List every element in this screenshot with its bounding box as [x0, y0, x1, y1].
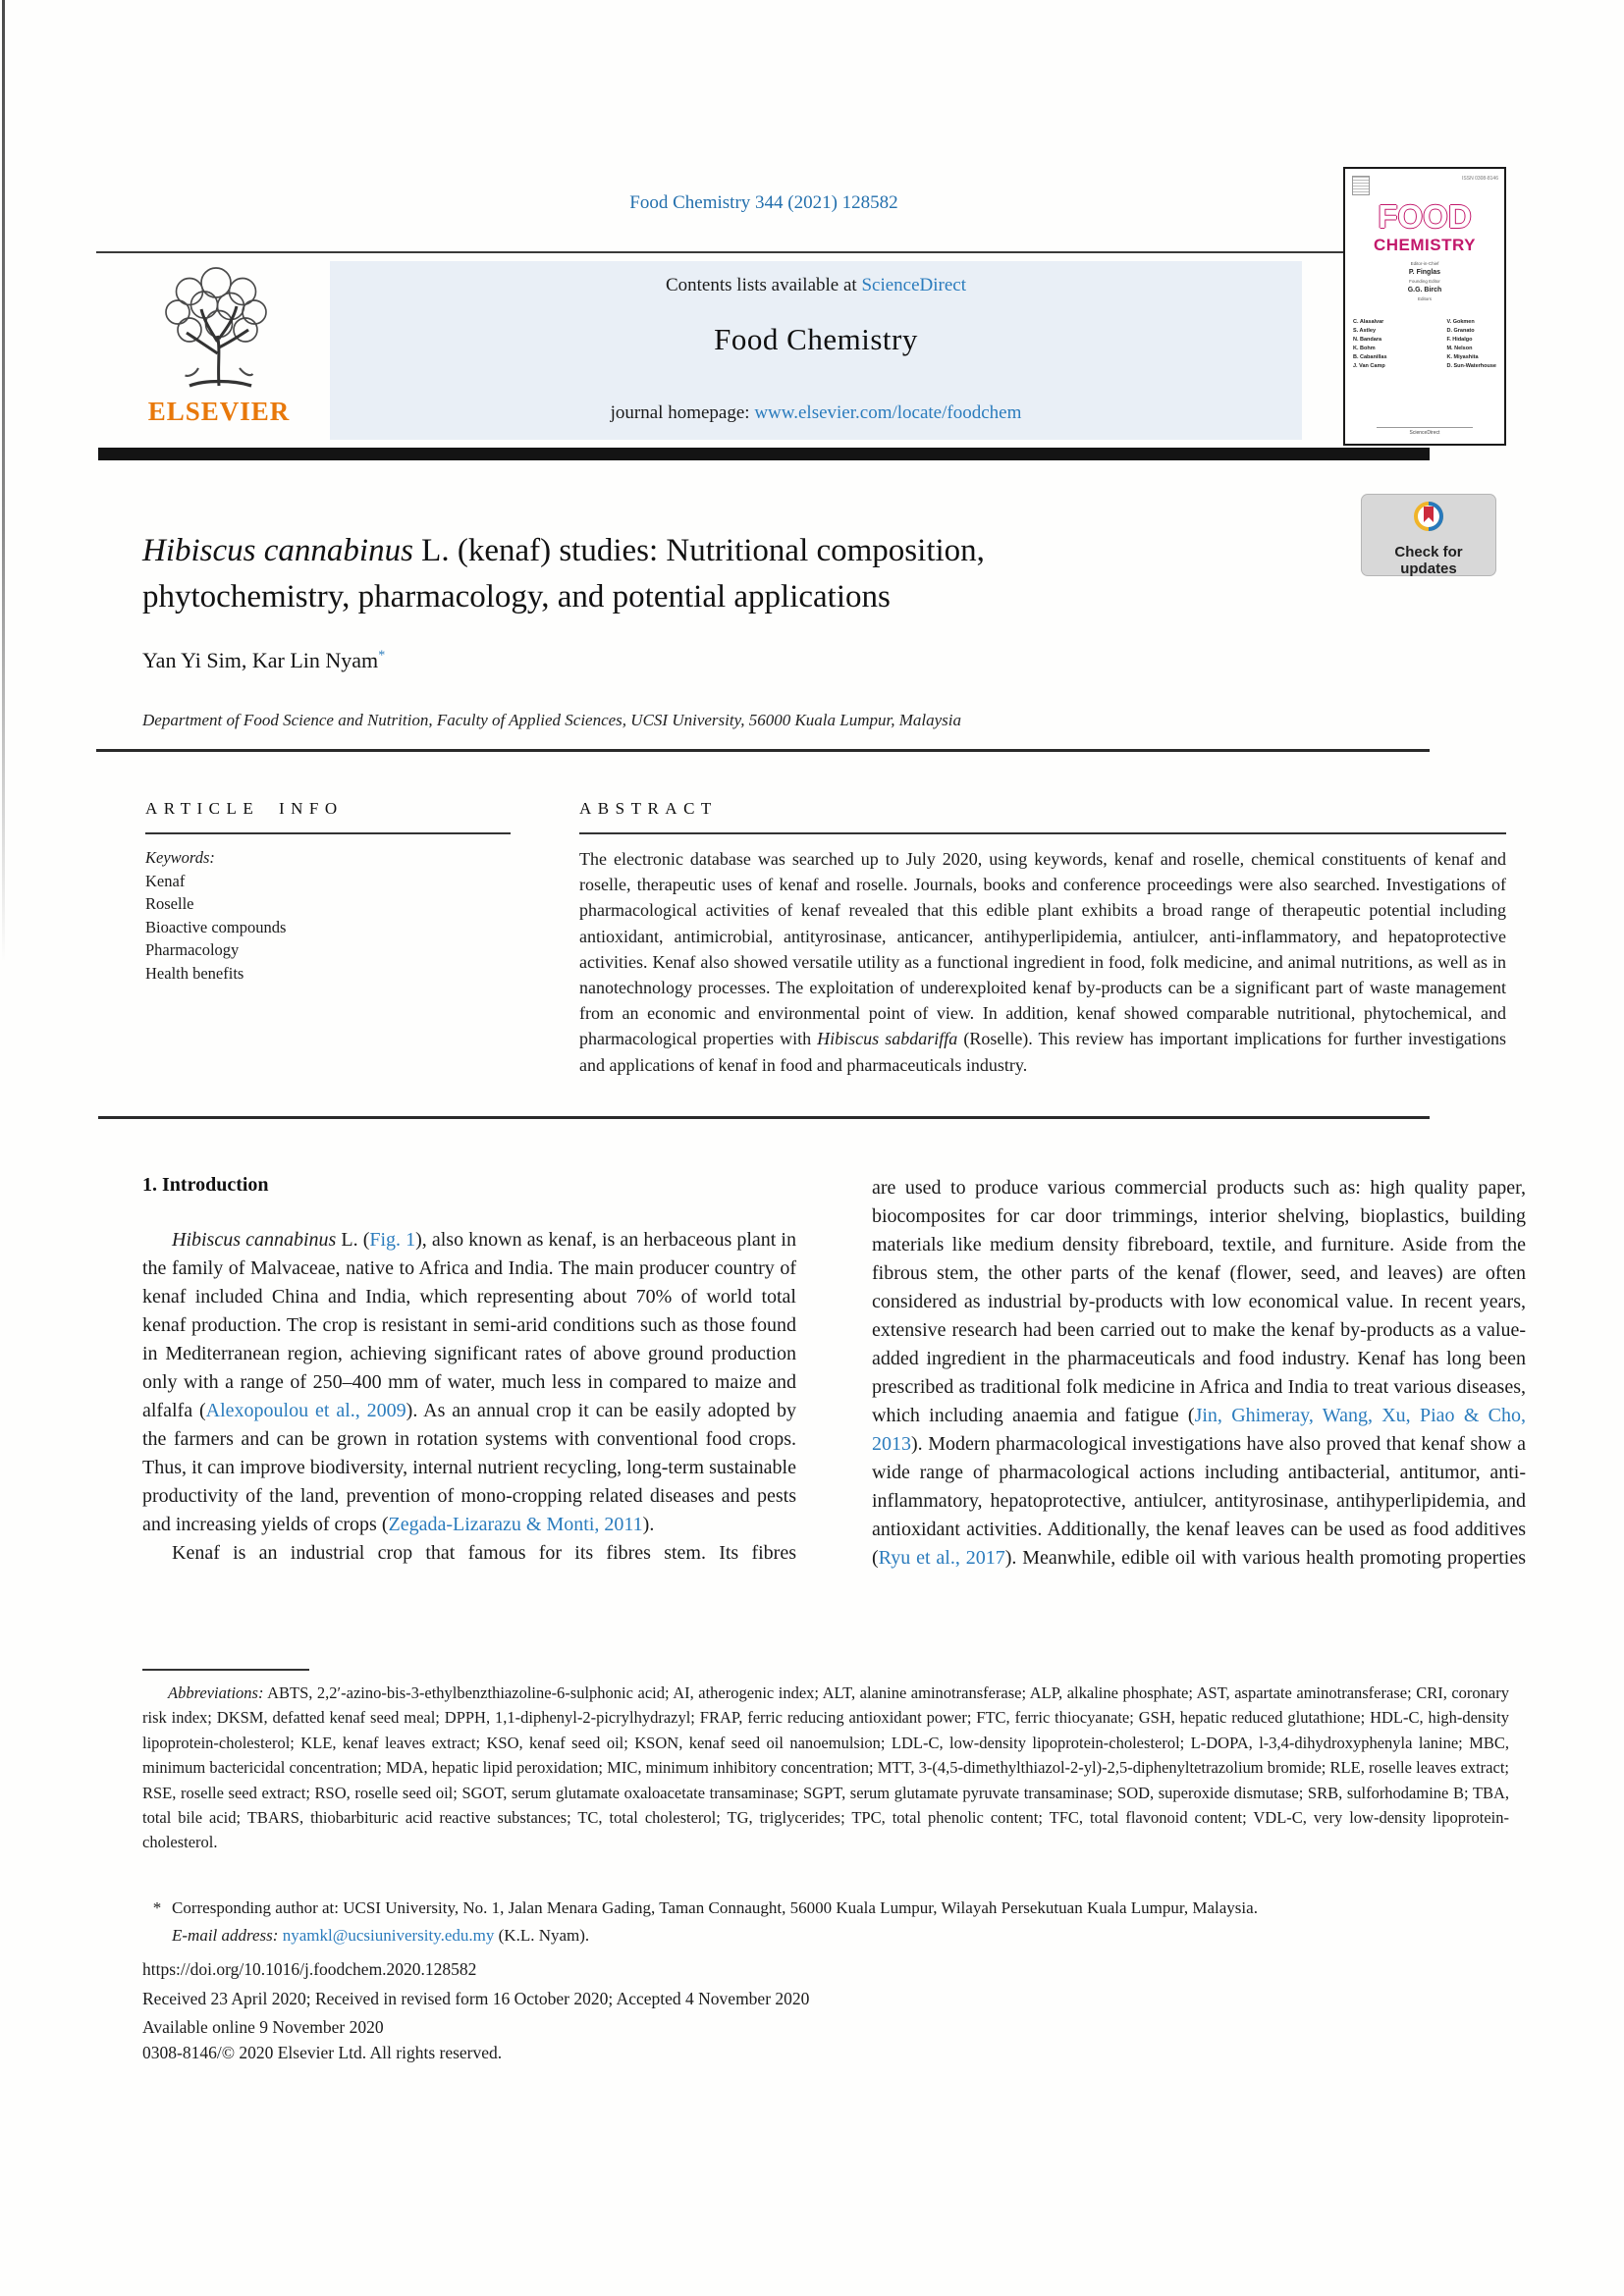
available-online-line: Available online 9 November 2020: [142, 2017, 384, 2037]
affiliation: Department of Food Science and Nutrition, Faculty of Applied Sciences, UCSI University, 56000 Kuala Lumpur, Malaysia: [142, 711, 961, 729]
header-divider-bar: [98, 448, 1430, 460]
article-info-heading: ARTICLE INFO: [145, 799, 344, 818]
keyword-item: Roselle: [145, 894, 194, 913]
email-footnote: [172, 1926, 589, 1946]
elsevier-logo[interactable]: [110, 265, 328, 442]
abstract-text: [579, 846, 1506, 1078]
sciencedirect-link[interactable]: ScienceDirect: [861, 275, 967, 295]
body-text: ). As an annual crop it can be easily adopted by the farmers and can be grown in rotation systems with conventional food crops. Thus, it can improve biodiversity, internal nutrient recycling, long-term sustainable productivity of the land, prevention of mono-cropping related diseases and pests and increasing yields of crops (: [142, 1400, 796, 1535]
cover-title-food: FOOD: [1378, 198, 1472, 235]
contents-lists-text: Contents lists available at: [665, 275, 862, 295]
keywords-block: [145, 846, 286, 985]
abstract-heading: ABSTRACT: [579, 799, 718, 818]
footnote-asterisk: *: [152, 1898, 162, 1917]
cover-editor-name: D. Granato: [1446, 328, 1475, 334]
body-text: L. (: [336, 1229, 370, 1251]
species-name-italic: Hibiscus cannabinus: [172, 1229, 337, 1251]
cover-publisher-mark-icon: [1352, 176, 1370, 195]
cover-editor-columns: [1353, 318, 1496, 371]
title-line2: phytochemistry, pharmacology, and potential applications: [142, 579, 891, 614]
body-text: ), also known as kenaf, is an herbaceous plant in the family of Malvaceae, native to Africa and India. The main producer country of kenaf included China and India, which representing about 70% of world total kenaf production. The crop is resistant in semi-arid conditions such as those found in Mediterranean region, achieving significant rates of above ground production only with a range of 250–400 mm of water, much less in compared to maize and alfalfa (: [142, 1229, 796, 1421]
corresponding-author-text: Corresponding author at: UCSI University, No. 1, Jalan Menara Gading, Taman Connaught, 56000 Kuala Lumpur, Wilayah Persekutuan Kuala Lumpur, Malaysia.: [172, 1898, 1258, 1917]
homepage-prefix: journal homepage:: [610, 402, 755, 423]
abstract-species-italic: Hibiscus sabdariffa: [817, 1029, 958, 1049]
received-dates-line: Received 23 April 2020; Received in revised form 16 October 2020; Accepted 4 November 2020: [142, 1989, 810, 2008]
cover-footer-text: ScienceDirect: [1377, 427, 1472, 436]
email-suffix: (K.L. Nyam).: [494, 1926, 590, 1945]
cover-founding-label: Founding Editor: [1409, 279, 1440, 284]
email-label: E-mail address:: [172, 1926, 279, 1945]
cover-editors-block: [1345, 259, 1504, 303]
citation-link-zegada-monti-2011[interactable]: Zegada-Lizarazu & Monti, 2011: [388, 1514, 643, 1535]
introduction-heading: 1. Introduction: [142, 1174, 269, 1196]
keywords-label: Keywords:: [145, 848, 215, 867]
corresponding-author-footnote: [142, 1898, 1509, 1918]
issn-copyright-line: 0308-8146/© 2020 Elsevier Ltd. All rights reserved.: [142, 2043, 503, 2062]
cover-editor-name: J. Van Camp: [1353, 363, 1385, 369]
introduction-paragraph-2: Kenaf is an industrial crop that famous for its fibres stem. Its fibres: [172, 1542, 796, 1564]
check-updates-line2: updates: [1400, 561, 1457, 577]
keyword-item: Bioactive compounds: [145, 917, 287, 936]
body-column-right: [872, 1174, 1526, 1573]
elsevier-tree-icon: [145, 265, 293, 395]
cover-editor-column-left: [1353, 318, 1387, 371]
scan-artifact-left-edge: [2, 0, 5, 962]
journal-cover-thumbnail[interactable]: [1343, 167, 1506, 446]
body-text: ). Modern pharmacological investigations have also proved that kenaf show a wide range of pharmacological actions including antibacterial, antitumor, anti-inflammatory, hepatoprotective, antiulcer, antityrosinase, antihyperlipidemia, and antioxidant activities. Additionally, the kenaf leaves can be used as food additives (: [872, 1433, 1526, 1569]
running-head-citation: Food Chemistry 344 (2021) 128582: [629, 192, 898, 213]
title-species-italic: Hibiscus cannabinus: [142, 533, 413, 568]
abstract-tail: (Roselle). This review has important implications for further investigations and applications of kenaf in food and pharmaceuticals industry.: [579, 1029, 1506, 1075]
cover-editor-name: K. Bohm: [1353, 346, 1376, 351]
cover-eic-name: P. Finglas: [1408, 269, 1441, 276]
citation-link-ryu-2017[interactable]: Ryu et al., 2017: [878, 1547, 1005, 1569]
cover-title-chemistry: CHEMISTRY: [1374, 236, 1476, 254]
keyword-item: Kenaf: [145, 871, 186, 890]
header-top-rule: [96, 251, 1430, 253]
contents-lists-line: [330, 275, 1302, 296]
check-for-updates-badge[interactable]: [1361, 494, 1496, 576]
cover-editor-name: V. Gokmen: [1446, 319, 1475, 325]
check-updates-line1: Check for: [1394, 544, 1463, 561]
article-title: [142, 528, 1311, 620]
check-updates-icon: [1408, 498, 1449, 537]
cover-editors-label: Editors: [1417, 296, 1432, 301]
cover-editor-name: C. Alasalvar: [1353, 319, 1384, 325]
footnote-divider-rule: [142, 1669, 309, 1671]
cover-editor-name: N. Bandara: [1353, 337, 1382, 343]
article-info-rule: [145, 832, 511, 834]
body-column-left: [142, 1174, 796, 1568]
cover-editor-name: M. Nelson: [1446, 346, 1473, 351]
citation-link-jin-2013[interactable]: Jin, Ghimeray, Wang, Xu, Piao & Cho, 2013: [872, 1405, 1527, 1455]
figure-1-link[interactable]: Fig. 1: [369, 1229, 416, 1251]
body-text: ). Meanwhile, edible oil with various health promoting properties: [1004, 1547, 1527, 1569]
author-names: Yan Yi Sim, Kar Lin Nyam: [142, 648, 379, 672]
title-section-rule: [96, 749, 1430, 752]
cover-issn: ISSN 0308-8146: [1462, 176, 1498, 182]
keyword-item: Health benefits: [145, 963, 244, 983]
abbreviations-text: ABTS, 2,2′-azino-bis-3-ethylbenzthiazoline-6-sulphonic acid; AI, atherogenic index; ALT, alanine aminotransferase; ALP, alkaline phosphate; AST, aspartate aminotransferase; CRI, coronary risk index; DKSM, defatted kenaf seed meal; DPPH, 1,1-diphenyl-2-picrylhydrazyl; FRAP, ferric reducing antioxidant power; FTC, ferric thiocyanate; GSH, hepatic reduced glutathione; HDL-C, high-density lipoprotein-cholesterol; KLE, kenaf leaves extract; KSO, kenaf seed oil; KSON, kenaf seed oil nanoemulsion; LDL-C, low-density lipoprotein-cholesterol; L-DOPA, l-3,4-dihydroxyphenyla lanine; MBC, minimum bactericidal concentration; MDA, hepatic lipid peroxidation; MIC, minimum inhibitory concentration; MTT, 3-(4,5-dimethylthiazol-2-yl)-2,5-diphenyltetrazolium bromide; RLE, roselle leaves extract; RSE, roselle seed extract; RSO, roselle seed oil; SGOT, serum glutamate oxaloacetate transaminase; SGPT, serum glutamate pyruvate transaminase; SOD, superoxide dismutase; SRB, sulforhodamine B; TBA, total bile acid; TBARS, thiobarbituric acid reactive substances; TC, total cholesterol; TG, triglycerides; TPC, total phenolic content; TFC, total flavonoid content; VDL-C, very low-density lipoprotein-cholesterol.: [142, 1683, 1509, 1852]
abbreviations-label: Abbreviations:: [168, 1683, 264, 1702]
cover-editor-column-right: [1446, 318, 1496, 371]
body-text: are used to produce various commercial products such as: high quality paper, biocomposites for car door trimmings, interior shelving, bioplastics, building materials like medium density fibreboard, textile, and furniture. Aside from the fibrous stem, the other parts of the kenaf (flower, seed, and leaves) are often considered as industrial by-products with low economical value. In recent years, extensive research had been carried out to make the kenaf by-products as a value-added ingredient in the pharmaceuticals and food industry. Kenaf has long been prescribed as traditional folk medicine in Africa and India to treat various diseases, which including anaemia and fatigue (: [872, 1177, 1526, 1426]
cover-editor-name: B. Cabanillas: [1353, 354, 1387, 360]
journal-header-banner: [330, 261, 1302, 440]
journal-homepage-line: [330, 402, 1302, 424]
abstract-body: The electronic database was searched up to July 2020, using keywords, kenaf and roselle, chemical constituents of kenaf and roselle, therapeutic uses of kenaf and roselle. Journals, books and conference proceedings were also searched. Investigations of pharmacological activities of kenaf revealed that this edible plant exhibits a broad range of therapeutic potential including antioxidant, antimicrobial, antityrosinase, anticancer, antihyperlipidemia, antiulcer, anti-inflammatory, and hepatoprotective activities. Kenaf also showed versatile utility as a functional ingredient in food, folk medicine, and animal nutritions, as well as in nanotechnology processes. The exploitation of underexploited kenaf by-products can be a significant part of waste management from an economic and environmental point of view. In addition, kenaf showed comparable nutritional, phytochemical, and pharmacological properties with: [579, 849, 1506, 1049]
cover-founding-name: G.G. Birch: [1407, 287, 1442, 294]
cover-editor-name: S. Astley: [1353, 328, 1377, 334]
author-line: [142, 648, 385, 673]
doi-link[interactable]: https://doi.org/10.1016/j.foodchem.2020.128582: [142, 1959, 477, 1979]
cover-eic-label: Editor-in-Chief: [1410, 261, 1439, 266]
elsevier-wordmark: ELSEVIER: [147, 397, 291, 426]
introduction-paragraph-2-continued: [872, 1174, 1526, 1573]
cover-editor-name: F. Hidalgo: [1446, 337, 1473, 343]
homepage-url-link[interactable]: www.elsevier.com/locate/foodchem: [754, 402, 1022, 423]
abstract-bottom-rule: [98, 1116, 1430, 1119]
check-updates-label: [1362, 544, 1495, 577]
title-rest: L. (kenaf) studies: Nutritional composition,: [412, 533, 985, 568]
abstract-rule: [579, 832, 1506, 834]
abbreviations-footnote: [142, 1681, 1509, 1855]
journal-title: Food Chemistry: [714, 322, 918, 356]
introduction-paragraph-1: [142, 1226, 796, 1539]
cover-editor-name: D. Sun-Waterhouse: [1446, 363, 1496, 369]
citation-link-alexopoulou-2009[interactable]: Alexopoulou et al., 2009: [205, 1400, 406, 1421]
keyword-item: Pharmacology: [145, 940, 240, 959]
email-link[interactable]: nyamkl@ucsiuniversity.edu.my: [282, 1926, 495, 1945]
cover-editor-name: K. Miyashita: [1446, 354, 1479, 360]
corresponding-author-asterisk[interactable]: *: [378, 648, 386, 664]
body-text: ).: [642, 1514, 655, 1535]
